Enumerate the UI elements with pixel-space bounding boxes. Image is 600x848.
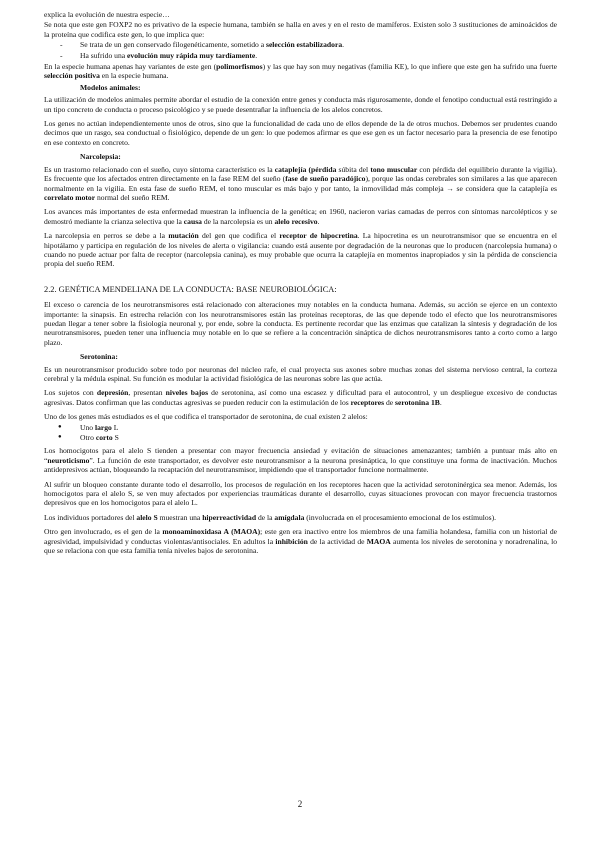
page-content: [44, 10, 557, 561]
text: Uno: [80, 422, 95, 432]
text: . La hipocretina es un neurotransmisor que se encuentra en el hipotálamo y participa en regulación de los niveles de alerta o vigilancia: cuando está ausente por degradación de la neuronas que lo producen (narcolepsia humana) o cuando no puede actuar por falta de receptor (narcolepsia canina), es muy probable que ocurra la cataplejía en momentos inapropiados y sin la pérdida de consciencia propia del sueño REM.: [44, 231, 557, 269]
text: La narcolepsia en perros se debe a la: [44, 231, 169, 241]
section-title: 2.2. GENÉTICA MENDELIANA DE LA CONDUCTA: BASE NEUROBIOLÓGICA:: [44, 284, 337, 294]
subheading-modelos: Modelos animales:: [80, 82, 141, 92]
subheading-narcolepsia: Narcolepsia:: [80, 152, 121, 162]
bold-text: correlato motor: [44, 192, 96, 202]
bold-text: MAOA: [366, 536, 391, 546]
text: de serotonina, así como una escasez y dificultad para el autocontrol, y un despliegue excesivo de conductas agresivas. Datos confirman que las conductas agresivas se pueden reducir con la estimulación de los: [44, 388, 557, 407]
text: ”. La función de este transportador, es devolver este neurotransmisor a la neurona presináptica, lo que constituye una forma de inactivación. Muchos antidepresivos actúan, bloqueando la recaptación del neurotransmisor, impidiendo que el transportador funcione normalmente.: [44, 455, 557, 475]
text: de: [384, 397, 396, 407]
bold-text: neuroticismo: [47, 455, 90, 465]
text: Otro: [80, 433, 96, 443]
dash-list: [44, 40, 557, 60]
bold-text: alelo S: [136, 512, 158, 522]
paragraph: [44, 62, 557, 81]
text: Es un neurotransmisor producido sobre todo por neuronas del núcleo rafe, el cual proyecta sus axones sobre muchas zonas del sistema nervioso central, la corteza cerebral y la médula espinal. Su función es modular la actividad fisiológica de las neuronas sobre las que actúa.: [44, 364, 557, 383]
text: L: [111, 422, 119, 432]
text: Ha sufrido una: [80, 50, 128, 60]
subheading-text: Narcolepsia: [80, 152, 119, 162]
bold-text: largo: [94, 422, 112, 432]
bold-text: fase de sueño paradójico: [285, 174, 366, 184]
paragraph: [44, 527, 557, 555]
paragraph: [44, 10, 557, 19]
text: en la especie humana.: [99, 71, 169, 81]
list-item: [44, 51, 557, 60]
text: La utilización de modelos animales permite abordar el estudio de la conexión entre genes y conducta más rigurosamente, donde el fenotipo conductual está restringido a un tipo concreto de conducta o proceso psicológico y se puede desentrañar la influencia de los alelos concretos.: [44, 95, 557, 114]
paragraph: [44, 165, 557, 203]
paragraph: [44, 119, 557, 147]
bold-text: monoaminoxidasa A (MAOA): [162, 527, 261, 537]
bold-text: receptores: [350, 397, 385, 407]
text: aumenta los niveles de serotonina y noradrenalina, lo que se relaciona con que esta familia tenía niveles bajos de serotonina.: [44, 536, 557, 556]
bold-text: niveles bajos: [165, 388, 209, 398]
paragraph: [44, 300, 557, 347]
list-item: [44, 423, 557, 432]
text: En la especie humana apenas hay variantes de este gen (: [44, 62, 217, 72]
text: de la actividad de: [307, 536, 367, 546]
text: .: [439, 397, 442, 407]
page-number: 2: [297, 799, 303, 809]
paragraph: [44, 365, 557, 384]
paragraph: [44, 231, 557, 269]
bold-text: receptor de hipocretina: [279, 231, 358, 241]
bold-text: mutación: [168, 231, 199, 241]
subheading-serotonina: Serotonina:: [80, 352, 118, 362]
paragraph: [44, 446, 557, 474]
text: (involucrada en el procesamiento emocional de los estímulos).: [304, 512, 497, 522]
text: Los sujetos con: [44, 388, 97, 398]
paragraph: [44, 412, 557, 421]
text: súbita del: [336, 164, 371, 174]
text: Uno de los genes más estudiados es el que codifica el transportador de serotonina, de cual existen 2 alelos:: [44, 412, 368, 422]
bold-text: selección estabilizadora: [265, 40, 343, 50]
text: ; este gen era inactivo entre los miembros de una familia holandesa, familia con un historial de agresividad, impulsividad y conductas violentas/antisociales. En adultos la: [44, 527, 557, 546]
text: muestran una: [157, 512, 203, 522]
bold-text: cataplejía (pérdida: [274, 164, 337, 174]
list-item: [44, 40, 557, 49]
text: Los individuos portadores del: [44, 512, 137, 522]
bold-text: polimorfismos: [216, 62, 263, 72]
text: .: [317, 216, 320, 226]
subheading-text: Modelos animales: [80, 82, 139, 92]
bold-text: amígdala: [274, 512, 305, 522]
text: Los avances más importantes de esta enfermedad muestran la influencia de la genética; en 1960, nacieron varias camadas de perros con síntomas narcolépticos y se demostró mediante la crianza selectiva que la: [44, 207, 557, 226]
bold-text: causa: [183, 216, 202, 226]
bold-text: hiperreactividad: [202, 512, 257, 522]
text: Al sufrir un bloqueo constante durante todo el desarrollo, los procesos de regulación en los receptores hacen que la actividad serotoninérgica sea menor. Además, los homocigotos para el alelo S, se ven muy afectados por experiencias traumáticas durante el desarrollo, cuyas situaciones provocan con mayor frecuencia trastornos depresivos que en los homocigotos para el alelo L.: [44, 479, 557, 508]
text: de la narcolepsia es un: [201, 216, 275, 226]
paragraph: [44, 20, 557, 39]
text: de la: [256, 512, 275, 522]
subheading-text: Serotonina: [80, 352, 116, 362]
paragraph: [44, 95, 557, 114]
text: , presentan: [128, 388, 166, 398]
text: Se nota que este gen FOXP2 no es privativo de la especie humana, también se halla en aves y en el resto de mamíferos. Existen solo 3 sustituciones de aminoácidos de la proteína que codifica este gen, lo que implica que:: [44, 20, 557, 39]
bold-text: corto: [95, 433, 113, 443]
text: Es un trastorno relacionado con el sueño, cuyo síntoma característico es la: [44, 164, 275, 174]
text: con pérdida del equilibrio durante la vigilia). Es frecuente que los afectados entren directamente en la fase REM del sueño (: [44, 164, 557, 184]
text: Se trata de un gen conservado filogenéticamente, sometido a: [80, 40, 266, 50]
text: explica la evolución de nuestra especie…: [44, 10, 170, 19]
bold-text: depresión: [96, 388, 129, 398]
text: .: [255, 50, 258, 60]
text: del gen que codifica el: [198, 231, 280, 241]
paragraph: [44, 207, 557, 226]
bold-text: tono muscular: [370, 164, 418, 174]
text: Otro gen involucrado, es el gen de la: [44, 527, 163, 537]
text: Los homocigotos para el alelo S tienden a presentar con mayor frecuencia ansiedad y evitación de situaciones amenazantes; también a puntuar más alto en “: [44, 446, 557, 465]
bullet-list: [44, 423, 557, 443]
bold-text: serotonina 1B: [395, 397, 440, 407]
paragraph: [44, 480, 557, 508]
bold-text: inhibición: [275, 536, 308, 546]
bold-text: selección positiva: [44, 71, 100, 81]
bold-text: evolución muy rápida muy tardíamente: [127, 50, 256, 60]
text: Los genes no actúan independientemente unos de otros, sino que la funcionalidad de cada uno de ellos depende de la de otros muchos. Debemos ser prudentes cuando decimos que un rasgo, sea conductual o fisiológico, depende de un gen: lo que podemos afirmar es que ese gen es un factor necesario para la presencia de ese fenotipo en ese contexto en concreto.: [44, 119, 557, 147]
text: .: [342, 40, 345, 50]
paragraph: [44, 513, 557, 522]
bold-text: alelo recesivo: [274, 216, 318, 226]
paragraph: [44, 388, 557, 407]
text: El exceso o carencia de los neurotransmisores está relacionado con alteraciones muy notables en la conducta humana. Además, su acción se ejerce en un contexto importante: la sinapsis. En estrecha relación con los neurotransmisores están las proteínas receptoras, de las que depende todo el efecto que los neurotransmisores puedan llegar a tener sobre la fisiología neuronal y, por ende, sobre la conducta. Es pertinente recordar que las enzimas que catalizan la síntesis y degradación de los neurotransmisores, pueden tener una influencia muy notable en lo que se refiere a la concentración sináptica de dichos neurotransmisores tanto a corto como a largo plazo.: [44, 300, 557, 347]
text: ), porque las ondas cerebrales son similares a las que aparecen normalmente en la vigilia. En esta fase de sueño REM, el tono muscular es más bajo y por tanto, la inmovilidad más compleja → se considera que la cataplejía es: [44, 174, 557, 193]
text: normal del sueño REM.: [95, 192, 170, 202]
text: S: [112, 433, 119, 443]
text: ) y las que hay son muy negativas (familia KE), lo que infiere que este gen ha sufrido una fuerte: [262, 62, 557, 72]
list-item: [44, 433, 557, 442]
